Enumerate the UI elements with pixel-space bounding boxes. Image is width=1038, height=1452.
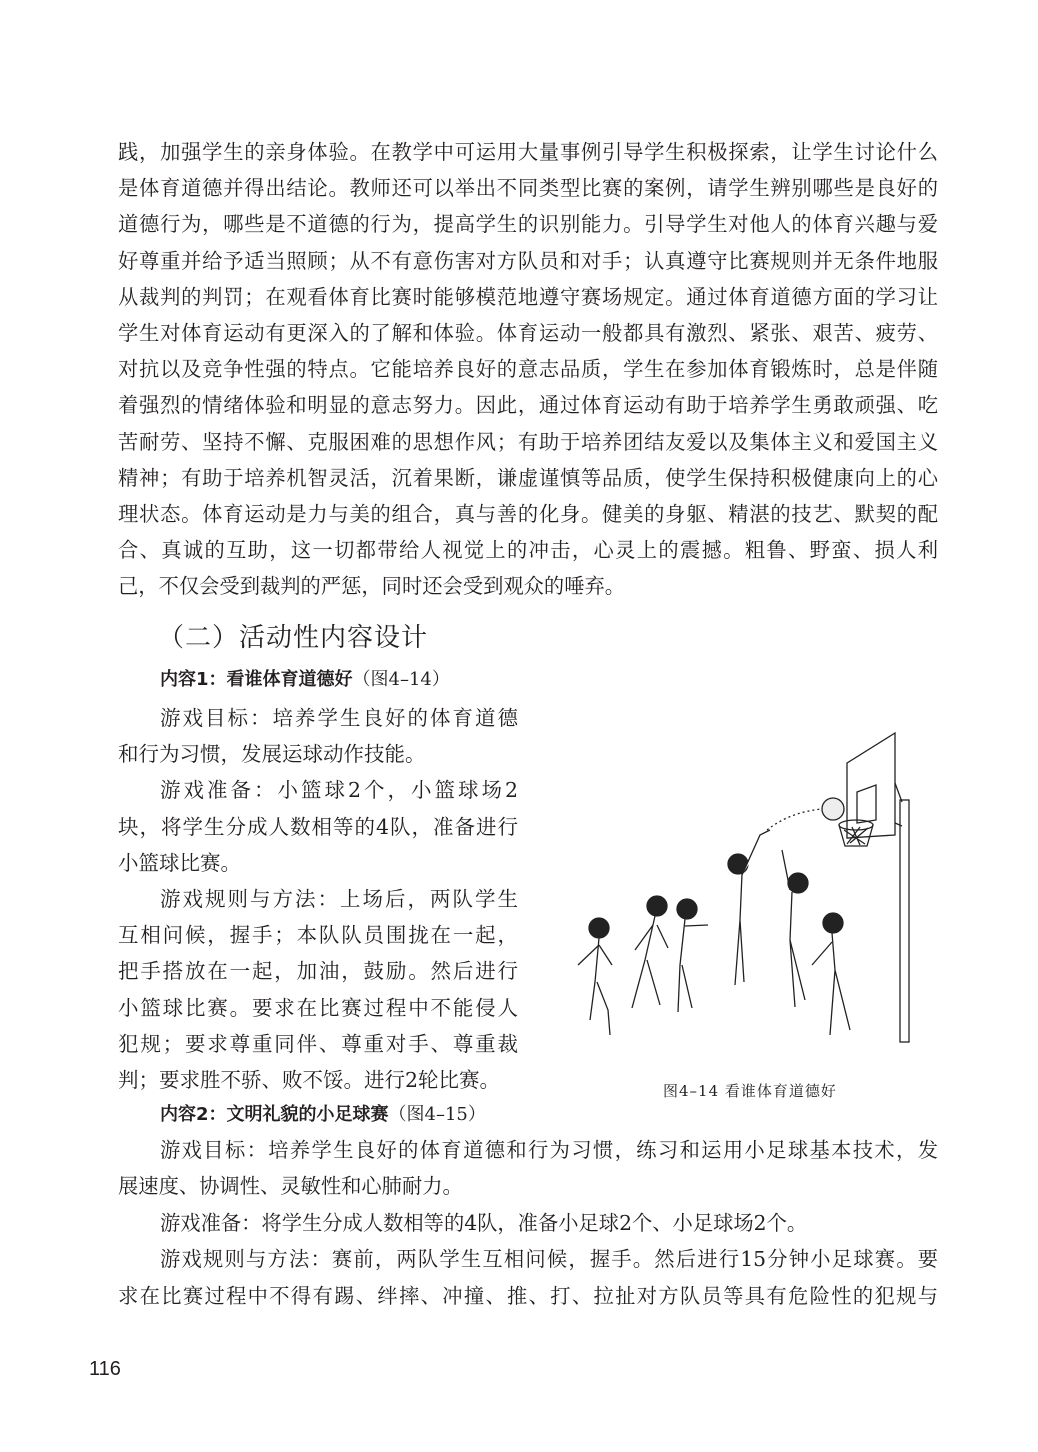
text-line: 犯规；要求尊重同伴、尊重对手、尊重裁 (118, 1031, 518, 1056)
basketball-illustration (560, 720, 940, 1070)
text-line: 合、真诚的互助，这一切都带给人视觉上的冲击，心灵上的震撼。粗鲁、野蛮、损人利 (118, 538, 938, 563)
content1-figure-ref: （图4–14） (352, 669, 450, 690)
text-line: 判；要求胜不骄、败不馁。进行2轮比赛。 (118, 1067, 501, 1092)
content2-text (118, 1132, 938, 1314)
content1-text (118, 700, 518, 1098)
content2-heading (160, 1100, 486, 1126)
text-line: 游戏目标：培养学生良好的体育道德 (160, 706, 518, 730)
basketball-hoop (839, 733, 909, 1042)
content1-title: 内容1：看谁体育道德好 (160, 669, 353, 690)
text-line: 游戏规则与方法：上场后，两队学生 (160, 886, 518, 911)
ball-trajectory (767, 809, 822, 830)
text-line: 学生对体育运动有更深入的了解和体验。体育运动一般都具有激烈、紧张、艰苦、疲劳、 (118, 320, 938, 345)
text-line: 对抗以及竞争性强的特点。它能培养良好的意志品质，学生在参加体育锻炼时，总是伴随 (118, 357, 938, 382)
children-figures (578, 830, 850, 1035)
text-line: 好尊重并给予适当照顾；从不有意伤害对方队员和对手；认真遵守比赛规则并无条件地服 (118, 248, 938, 273)
text-line: 苦耐劳、坚持不懈、克服困难的思想作风；有助于培养团结友爱以及集体主义和爱国主义 (118, 429, 938, 454)
text-line: 把手搭放在一起，加油，鼓励。然后进行 (118, 959, 518, 984)
text-line: 块，将学生分成人数相等的4队，准备进行 (118, 814, 518, 839)
text-line: 求在比赛过程中不得有踢、绊摔、冲撞、推、打、拉扯对方队员等具有危险性的犯规与 (118, 1283, 938, 1308)
figure-caption: 图4–14 看谁体育道德好 (663, 1082, 837, 1100)
text-line: 着强烈的情绪体验和明显的意志努力。因此，通过体育运动有助于培养学生勇敢顽强、吃 (118, 393, 938, 418)
text-line: 游戏准备：小篮球2个，小篮球场2 (160, 778, 518, 803)
text-line: 从裁判的判罚；在观看体育比赛时能够模范地遵守赛场规定。通过体育道德方面的学习让 (118, 284, 938, 309)
text-line: 展速度、协调性、灵敏性和心肺耐力。 (118, 1174, 463, 1199)
text-line: 己，不仅会受到裁判的严惩，同时还会受到观众的唾弃。 (118, 574, 626, 599)
body-text-top (118, 134, 938, 604)
text-line: 理状态。体育运动是力与美的组合，真与善的化身。健美的身躯、精湛的技艺、默契的配 (118, 501, 938, 526)
text-line: 游戏规则与方法：赛前，两队学生互相问候，握手。然后进行15分钟小足球赛。要 (160, 1247, 938, 1272)
text-line: 践，加强学生的亲身体验。在教学中可运用大量事例引导学生积极探索，让学生讨论什么 (118, 140, 938, 164)
text-line: 游戏目标：培养学生良好的体育道德和行为习惯，练习和运用小足球基本技术，发 (160, 1138, 938, 1162)
content2-title: 内容2：文明礼貌的小足球赛 (160, 1104, 389, 1125)
page-number: 116 (89, 1358, 121, 1380)
text-line: 和行为习惯，发展运球动作技能。 (118, 742, 426, 767)
text-line: 游戏准备：将学生分成人数相等的4队，准备小足球2个、小足球场2个。 (160, 1210, 808, 1235)
text-line: 小篮球比赛。 (118, 850, 241, 875)
text-line: 小篮球比赛。要求在比赛过程中不能侵人 (118, 995, 518, 1020)
content1-heading (160, 665, 450, 691)
section-heading: （二）活动性内容设计 (158, 623, 429, 653)
basketball (822, 798, 844, 820)
text-line: 道德行为，哪些是不道德的行为，提高学生的识别能力。引导学生对他人的体育兴趣与爱 (118, 212, 938, 237)
text-line: 是体育道德并得出结论。教师还可以举出不同类型比赛的案例，请学生辨别哪些是良好的 (118, 176, 938, 201)
text-line: 精神；有助于培养机智灵活，沉着果断，谦虚谨慎等品质，使学生保持积极健康向上的心 (118, 465, 938, 490)
content2-figure-ref: （图4–15） (388, 1104, 486, 1125)
text-line: 互相问候，握手；本队队员围拢在一起， (118, 923, 518, 948)
